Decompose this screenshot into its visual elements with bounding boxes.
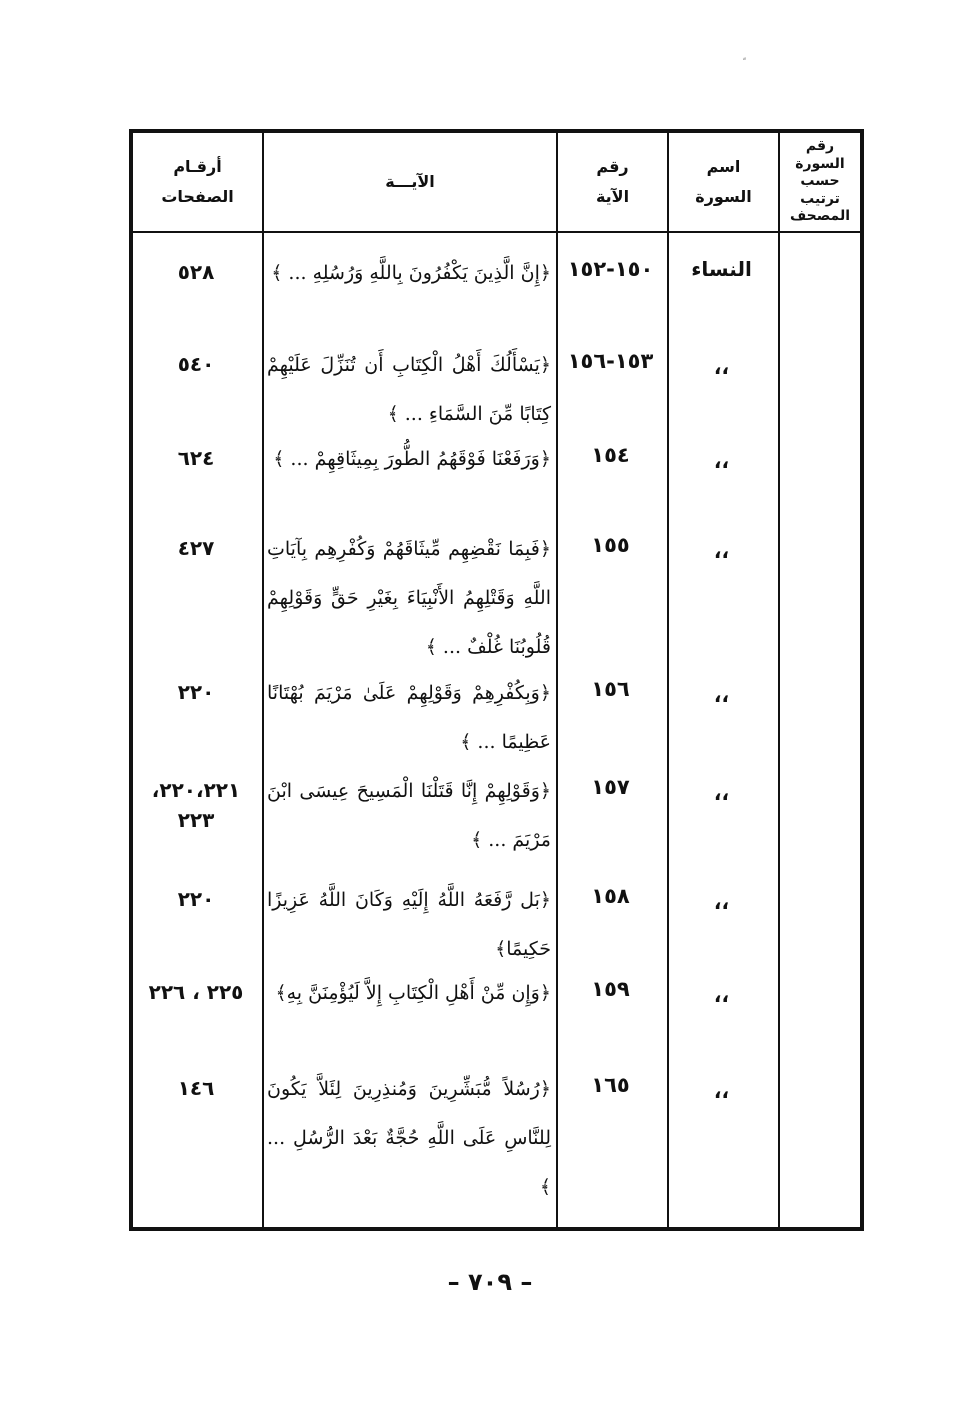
- ayah-number: ١٥٧: [591, 775, 630, 799]
- header-pages-line: الصفحات: [161, 187, 234, 206]
- header-surah-name: [669, 133, 778, 231]
- header-surah-order-line: رقم السورة: [795, 138, 845, 172]
- ayah-text: ﴿وَبِكُفْرِهِمْ وَقَوْلِهِمْ عَلَىٰ مَرْيَمَ بُهْتَانًا عَظِيمًا ... ﴾: [267, 682, 551, 753]
- header-pages: [133, 133, 262, 231]
- ayah-text: ﴿إِنَّ الَّذِينَ يَكْفُرُونَ بِاللَّهِ وَرُسُلِهِ ... ﴾: [271, 262, 551, 284]
- page-numbers: ٥٤٠: [177, 352, 215, 376]
- ayah-number: ١٥٥: [591, 533, 630, 557]
- header-rule: [133, 231, 860, 233]
- header-ayah-text-label: الآيـــة: [385, 172, 435, 191]
- verse-index-table: [129, 129, 864, 1231]
- page-numbers: ٦٢٤: [177, 446, 215, 470]
- column-rule: [778, 133, 780, 1227]
- surah-name: ،،: [713, 1079, 730, 1103]
- ayah-number: ١٥٣-١٥٦: [567, 349, 654, 373]
- surah-name: ،،: [713, 539, 730, 563]
- surah-name: ،،: [713, 983, 730, 1007]
- header-surah-order-line: حسب: [800, 173, 840, 190]
- ayah-number: ١٦٥: [591, 1073, 630, 1097]
- page-numbers: ٤٢٧: [177, 536, 215, 560]
- header-surah-order-line: ترتيب: [800, 190, 840, 207]
- ayah-text: ﴿يَسْأَلُكَ أَهْلُ الْكِتَابِ أَن تُنَزِّلَ عَلَيْهِمْ كِتَابًا مِّنَ السَّمَاءِ ... ﴾: [267, 354, 551, 425]
- page-numbers: ٢٢٠: [177, 887, 215, 911]
- column-rule: [262, 133, 264, 1227]
- ayah-text: ﴿فَبِمَا نَقْضِهِم مِّيثَاقَهُمْ وَكُفْرِهِم بِآيَاتِ اللَّهِ وَقَتْلِهِمُ الأَنْبِيَاءَ بِغَيْرِ حَقٍّ وَقَوْلِهِمْ قُلُوبُنَا غُلْفٌ ... ﴾: [267, 538, 551, 658]
- ayah-number: ١٥٤: [591, 443, 630, 467]
- page-numbers: ٢٢٠: [177, 680, 215, 704]
- page-numbers: ١٤٦: [177, 1076, 215, 1100]
- header-surah-name-line: السورة: [695, 187, 752, 206]
- page-numbers: ٢٢٥ ، ٢٢٦: [148, 980, 244, 1004]
- ayah-number: ١٥٦: [591, 677, 630, 701]
- ayah-number: ١٥٠-١٥٢: [567, 257, 654, 281]
- header-ayah-number-line: الآية: [595, 187, 630, 206]
- ayah-text: ﴿رُسُلاً مُّبَشِّرِينَ وَمُنذِرِينَ لِئَلاَّ يَكُونَ لِلنَّاسِ عَلَى اللَّهِ حُجَّةٌ بَعْدَ الرُّسُلِ ... ﴾: [267, 1078, 551, 1198]
- page-numbers: ٢٢٠،٢٢١، ٢٢٣: [151, 778, 241, 832]
- header-surah-name-line: اسم: [706, 156, 741, 176]
- surah-name: ،،: [713, 355, 730, 379]
- column-rule: [667, 133, 669, 1227]
- surah-name: ،،: [713, 890, 730, 914]
- ayah-text: ﴿وَرَفَعْنَا فَوْقَهُمُ الطُّورَ بِمِيثَاقِهِمْ ... ﴾: [273, 448, 551, 470]
- header-ayah-text: [264, 133, 556, 231]
- ayah-number: ١٥٨: [591, 884, 630, 908]
- header-ayah-number-line: رقم: [596, 156, 629, 176]
- header-surah-order-line: المصحف: [790, 208, 850, 225]
- page-numbers: ٥٢٨: [177, 260, 215, 284]
- surah-name: النساء: [691, 257, 752, 281]
- ayah-text: ﴿بَل رَّفَعَهُ اللَّهُ إِلَيْهِ وَكَانَ اللَّهُ عَزِيزًا حَكِيمًا﴾: [267, 889, 551, 960]
- surah-name: ،،: [713, 683, 730, 707]
- header-ayah-number: [558, 133, 667, 231]
- surah-name: ،،: [713, 449, 730, 473]
- header-surah-order: [780, 133, 860, 231]
- surah-name: ،،: [713, 781, 730, 805]
- ayah-text: ﴿وَقَوْلِهِمْ إِنَّا قَتَلْنَا الْمَسِيحَ عِيسَى ابْنَ مَرْيَمَ ... ﴾: [267, 780, 551, 851]
- ayah-number: ١٥٩: [591, 977, 630, 1001]
- page-number: – ٧٠٩ –: [447, 1268, 533, 1296]
- header-pages-line: أرقـام: [173, 156, 222, 176]
- ayah-text: ﴿وَإِن مِّنْ أَهْلِ الْكِتَابِ إِلاَّ لَيُؤْمِنَنَّ بِهِ﴾: [275, 982, 551, 1004]
